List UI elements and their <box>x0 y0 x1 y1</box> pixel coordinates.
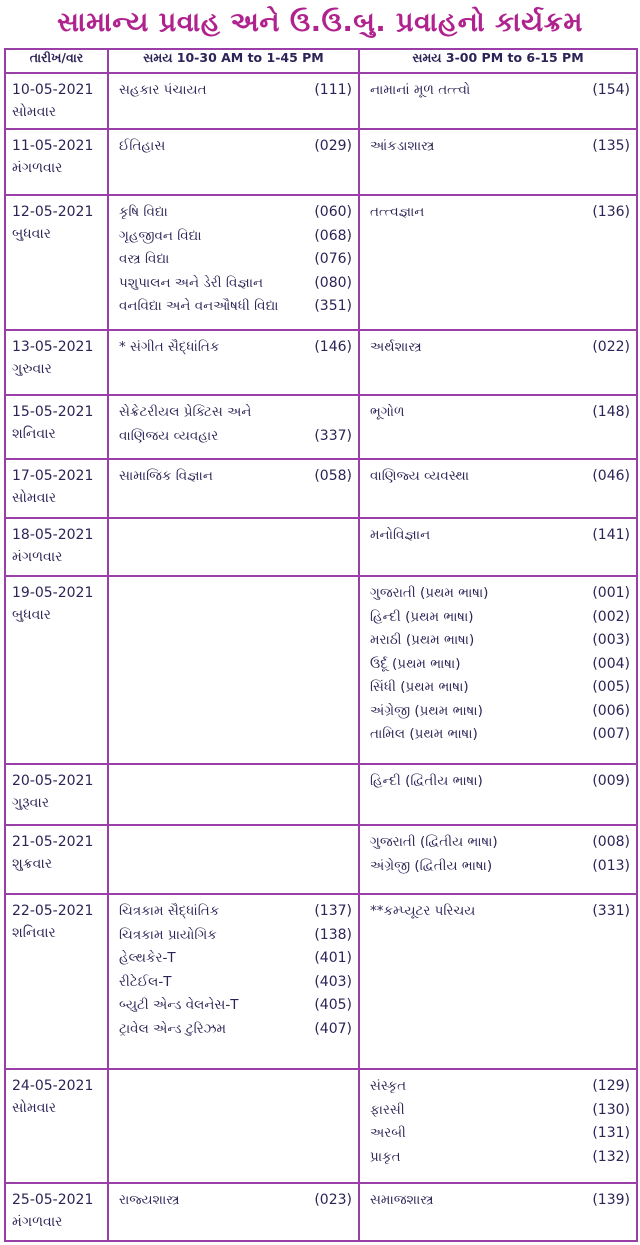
exam-weekday: શુક્રવાર <box>12 856 53 872</box>
subject-line <box>119 401 352 425</box>
morning-subjects-cell <box>108 395 359 459</box>
subject-name: ઈતિહાસ <box>119 138 166 154</box>
subject-name: અર્થશાસ્ત્ર <box>370 339 422 355</box>
subject-name: સહકાર પંચાયત <box>119 82 207 98</box>
morning-subjects-cell <box>108 330 359 395</box>
schedule-row <box>5 395 637 459</box>
subject-line <box>370 855 630 879</box>
exam-weekday: મંગળવાર <box>12 160 63 176</box>
subject-name: આંકડાશાસ્ત્ર <box>370 138 435 154</box>
subject-line <box>370 831 630 855</box>
exam-weekday: બુધવાર <box>12 226 52 242</box>
morning-subjects-cell <box>108 195 359 330</box>
evening-subjects-cell <box>359 894 637 1069</box>
schedule-row <box>5 330 637 395</box>
subject-name: ગુજરાતી (પ્રથમ ભાષા) <box>370 585 489 601</box>
subject-code: (131) <box>592 1125 630 1141</box>
date-cell <box>5 1183 108 1241</box>
subject-name: ચિત્રકામ પ્રાયોગિક <box>119 926 217 943</box>
evening-subjects-cell <box>359 129 637 195</box>
subject-code: (401) <box>314 950 352 966</box>
exam-weekday: શનિવાર <box>12 426 56 442</box>
title-banner <box>0 0 640 46</box>
schedule-row <box>5 129 637 195</box>
morning-subjects-cell <box>108 129 359 195</box>
subject-code: (058) <box>314 468 352 484</box>
subject-code: (337) <box>314 427 352 444</box>
evening-subjects-cell <box>359 576 637 764</box>
subject-code: (405) <box>314 997 352 1013</box>
subject-name: તત્ત્વજ્ઞાન <box>370 204 425 220</box>
date-cell <box>5 459 108 518</box>
exam-weekday: બુધવાર <box>12 607 52 623</box>
date-cell <box>5 825 108 894</box>
subject-line <box>370 676 630 700</box>
subject-code: (005) <box>592 679 630 695</box>
exam-date: 20-05-2021 <box>12 773 94 789</box>
exam-date: 22-05-2021 <box>12 903 94 919</box>
subject-line <box>370 770 630 794</box>
exam-date: 15-05-2021 <box>12 404 94 420</box>
evening-subjects-cell <box>359 195 637 330</box>
exam-date: 21-05-2021 <box>12 834 94 850</box>
date-cell <box>5 73 108 129</box>
subject-name: પશુપાલન અને ડેરી વિજ્ઞાન <box>119 274 264 291</box>
subject-code: (138) <box>314 926 352 943</box>
exam-date: 17-05-2021 <box>12 468 94 484</box>
exam-date: 10-05-2021 <box>12 82 94 98</box>
subject-line <box>119 947 352 971</box>
evening-subjects-cell <box>359 395 637 459</box>
morning-subjects-cell <box>108 73 359 129</box>
subject-name: ભૂગોળ <box>370 404 405 420</box>
subject-name: સંસ્કૃત <box>370 1078 407 1094</box>
date-cell <box>5 195 108 330</box>
subject-code: (022) <box>592 339 630 355</box>
subject-name: ફારસી <box>370 1101 405 1118</box>
exam-weekday: સોમવાર <box>12 1100 57 1116</box>
schedule-row <box>5 1069 637 1183</box>
schedule-row <box>5 825 637 894</box>
subject-line <box>119 994 352 1018</box>
exam-date: 24-05-2021 <box>12 1078 94 1094</box>
date-cell <box>5 395 108 459</box>
subject-name: નામાનાં મૂળ તત્ત્વો <box>370 82 471 98</box>
subject-name: અંગ્રેજી (પ્રથમ ભાષા) <box>370 702 483 719</box>
exam-weekday: મંગળવાર <box>12 1214 63 1230</box>
schedule-row <box>5 1183 637 1241</box>
subject-name: હેલ્થકેર-T <box>119 950 176 966</box>
exam-weekday: સોમવાર <box>12 104 57 120</box>
schedule-row <box>5 195 637 330</box>
schedule-row <box>5 764 637 825</box>
subject-line <box>370 629 630 653</box>
schedule-row <box>5 518 637 576</box>
subject-line <box>119 79 352 103</box>
subject-code: (006) <box>592 702 630 719</box>
subject-name: મનોવિજ્ઞાન <box>370 527 431 543</box>
date-cell <box>5 129 108 195</box>
subject-name: ગૃહજીવન વિદ્યા <box>119 227 202 244</box>
schedule-row <box>5 459 637 518</box>
page-title: સામાન્ય પ્રવાહ અને ઉ.ઉ.બુ. પ્રવાહનો કાર્યક્રમ <box>57 7 583 38</box>
subject-line <box>370 1189 630 1213</box>
subject-name: પ્રાકૃત <box>370 1148 401 1165</box>
subject-name: ચિત્રકામ સૈદ્ધાંતિક <box>119 903 220 919</box>
subject-line <box>370 1099 630 1123</box>
subject-line <box>119 1189 352 1213</box>
subject-line <box>119 225 352 249</box>
evening-subjects-cell <box>359 73 637 129</box>
subject-code: (013) <box>592 857 630 874</box>
subject-name: અંગ્રેજી (દ્વિતીય ભાષા) <box>370 857 493 874</box>
subject-code: (029) <box>314 138 352 154</box>
subject-name: **કમ્પ્યૂટર પરિચય <box>370 903 476 919</box>
morning-session-header: સમય 10-30 AM to 1-45 PM <box>108 49 359 73</box>
exam-weekday: ગુરૂવાર <box>12 795 50 811</box>
subject-line <box>370 401 630 425</box>
evening-session-header: સમય 3-00 PM to 6-15 PM <box>359 49 637 73</box>
subject-code: (080) <box>314 274 352 291</box>
subject-code: (154) <box>592 82 630 98</box>
subject-code: (137) <box>314 903 352 919</box>
subject-line <box>119 425 352 449</box>
evening-subjects-cell <box>359 518 637 576</box>
subject-name: વનવિદ્યા અને વનઔષધી વિદ્યા <box>119 298 279 314</box>
schedule-body <box>5 73 637 1241</box>
morning-subjects-cell <box>108 764 359 825</box>
date-cell <box>5 1069 108 1183</box>
evening-subjects-cell <box>359 1069 637 1183</box>
subject-line <box>119 465 352 489</box>
subject-code: (004) <box>592 655 630 672</box>
morning-subjects-cell <box>108 1069 359 1183</box>
date-cell <box>5 894 108 1069</box>
exam-weekday: શનિવાર <box>12 925 56 941</box>
subject-line <box>370 582 630 606</box>
date-cell <box>5 764 108 825</box>
subject-line <box>119 971 352 995</box>
subject-line <box>370 135 630 159</box>
subject-line <box>119 1018 352 1042</box>
evening-subjects-cell <box>359 764 637 825</box>
subject-name: બ્યુટી એન્ડ વેલનેસ-T <box>119 997 239 1013</box>
subject-code: (148) <box>592 404 630 420</box>
subject-code: (007) <box>592 726 630 742</box>
subject-code: (146) <box>314 339 352 355</box>
subject-code: (023) <box>314 1192 352 1208</box>
exam-date: 18-05-2021 <box>12 527 94 543</box>
subject-code: (132) <box>592 1148 630 1165</box>
subject-line <box>119 336 352 360</box>
subject-name: રીટેઈલ-T <box>119 973 172 990</box>
subject-code: (076) <box>314 251 352 267</box>
subject-line <box>370 1146 630 1170</box>
subject-name: સેક્રેટરીયલ પ્રેક્ટિસ અને <box>119 404 252 420</box>
subject-code: (009) <box>592 773 630 789</box>
subject-code: (351) <box>314 298 352 314</box>
exam-date: 13-05-2021 <box>12 339 94 355</box>
subject-line <box>370 336 630 360</box>
exam-weekday: ગુરુવાર <box>12 361 52 377</box>
subject-line <box>119 201 352 225</box>
schedule-row <box>5 894 637 1069</box>
subject-code: (060) <box>314 204 352 220</box>
subject-line <box>370 700 630 724</box>
subject-line <box>370 723 630 747</box>
subject-line <box>370 201 630 225</box>
evening-subjects-cell <box>359 1183 637 1241</box>
subject-line <box>370 79 630 103</box>
subject-name: સિંધી (પ્રથમ ભાષા) <box>370 679 469 695</box>
subject-name: કૃષિ વિદ્યા <box>119 204 168 220</box>
subject-name: રાજ્યશાસ્ત્ર <box>119 1192 180 1208</box>
subject-code: (001) <box>592 585 630 601</box>
subject-line <box>370 653 630 677</box>
subject-code: (136) <box>592 204 630 220</box>
subject-line <box>119 272 352 296</box>
subject-line <box>370 1122 630 1146</box>
morning-subjects-cell <box>108 825 359 894</box>
exam-schedule-table <box>4 48 638 1242</box>
subject-line <box>119 900 352 924</box>
date-cell <box>5 576 108 764</box>
subject-name: વાણિજ્ય વ્યવસ્થા <box>370 468 470 484</box>
date-day-header: તારીખ/વાર <box>5 49 108 73</box>
subject-name: * સંગીત સૈદ્ધાંતિક <box>119 339 220 355</box>
subject-code: (139) <box>592 1192 630 1208</box>
date-cell <box>5 518 108 576</box>
header-row <box>5 49 637 73</box>
exam-date: 11-05-2021 <box>12 138 94 154</box>
subject-code: (002) <box>592 608 630 625</box>
subject-line <box>370 900 630 924</box>
evening-subjects-cell <box>359 825 637 894</box>
exam-date: 12-05-2021 <box>12 204 94 220</box>
exam-weekday: મંગળવાર <box>12 549 63 565</box>
subject-code: (008) <box>592 834 630 850</box>
subject-name: વસ્ત્ર વિદ્યા <box>119 251 170 267</box>
subject-line <box>370 524 630 548</box>
subject-line <box>119 295 352 319</box>
subject-code: (141) <box>592 527 630 543</box>
morning-subjects-cell <box>108 518 359 576</box>
subject-code: (403) <box>314 973 352 990</box>
subject-line <box>119 248 352 272</box>
subject-name: હિન્દી (દ્વિતીય ભાષા) <box>370 773 483 789</box>
subject-code: (046) <box>592 468 630 484</box>
subject-code: (129) <box>592 1078 630 1094</box>
subject-name: સામાજિક વિજ્ઞાન <box>119 468 213 484</box>
schedule-row <box>5 576 637 764</box>
evening-subjects-cell <box>359 330 637 395</box>
morning-subjects-cell <box>108 894 359 1069</box>
subject-code: (111) <box>314 82 352 98</box>
subject-name: ગુજરાતી (દ્વિતીય ભાષા) <box>370 834 498 850</box>
schedule-row <box>5 73 637 129</box>
subject-code: (068) <box>314 227 352 244</box>
subject-name: ટ્રાવેલ એન્ડ ટુરિઝમ <box>119 1020 227 1037</box>
subject-code: (407) <box>314 1020 352 1037</box>
subject-name: સમાજશાસ્ત્ર <box>370 1192 434 1208</box>
subject-line <box>119 135 352 159</box>
exam-weekday: સોમવાર <box>12 490 57 506</box>
subject-name: મરાઠી (પ્રથમ ભાષા) <box>370 632 475 648</box>
date-cell <box>5 330 108 395</box>
subject-code: (331) <box>592 903 630 919</box>
morning-subjects-cell <box>108 459 359 518</box>
subject-name: અરબી <box>370 1125 406 1141</box>
morning-subjects-cell <box>108 576 359 764</box>
exam-date: 19-05-2021 <box>12 585 94 601</box>
subject-name: હિન્દી (પ્રથમ ભાષા) <box>370 608 474 625</box>
evening-subjects-cell <box>359 459 637 518</box>
subject-name: ઉર્દૂ (પ્રથમ ભાષા) <box>370 655 461 672</box>
subject-line <box>119 924 352 948</box>
subject-code: (130) <box>592 1101 630 1118</box>
subject-code: (135) <box>592 138 630 154</box>
exam-date: 25-05-2021 <box>12 1192 94 1208</box>
morning-subjects-cell <box>108 1183 359 1241</box>
subject-line <box>370 606 630 630</box>
subject-name: તામિલ (પ્રથમ ભાષા) <box>370 726 478 742</box>
subject-code: (003) <box>592 632 630 648</box>
subject-name: વાણિજય વ્યવહાર <box>119 427 219 444</box>
subject-line <box>370 465 630 489</box>
subject-line <box>370 1075 630 1099</box>
